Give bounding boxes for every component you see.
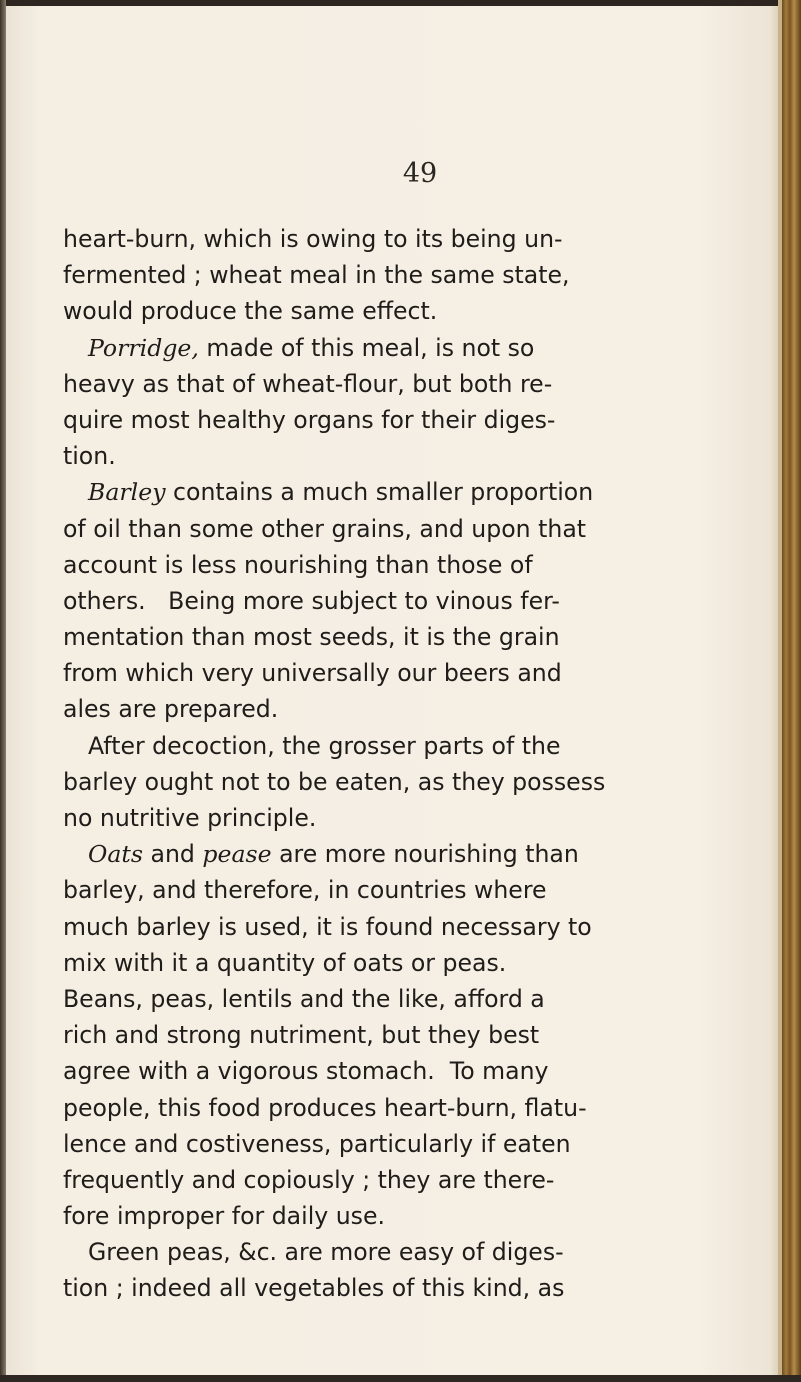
text-line — [63, 1234, 749, 1270]
text-run: heart-burn, which is owing to its being un- — [63, 225, 563, 253]
text-run: rich and strong nutriment, but they best — [63, 1021, 540, 1050]
text-run: are more nourishing than — [271, 840, 579, 869]
text-run: heavy as that of wheat-flour, but both re- — [63, 369, 553, 398]
text-line — [63, 1090, 749, 1126]
text-line — [63, 800, 749, 836]
text-run: much barley is used, it is found necessary to — [63, 912, 592, 941]
text-line — [63, 402, 749, 438]
text-line — [63, 438, 749, 474]
text-line — [63, 1162, 749, 1198]
italic-term: pease — [202, 840, 272, 869]
text-line — [63, 1053, 749, 1089]
text-run: ales are prepared. — [63, 695, 279, 724]
text-run: and — [143, 840, 203, 869]
text-line — [63, 474, 749, 510]
text-line — [63, 257, 749, 293]
text-run: mentation than most seeds, it is the grain — [63, 623, 560, 652]
text-line — [63, 511, 749, 547]
page-number: 49 — [402, 158, 438, 189]
text-line — [63, 836, 749, 872]
text-line — [63, 547, 749, 583]
text-line — [63, 583, 749, 619]
text-line — [63, 981, 749, 1017]
text-line — [63, 764, 749, 800]
text-line — [63, 293, 749, 329]
text-line — [63, 221, 749, 257]
text-run: barley, and therefore, in countries where — [63, 876, 547, 905]
text-run: made of this meal, is not so — [198, 333, 535, 362]
text-line — [63, 872, 749, 908]
text-line — [63, 366, 749, 402]
text-line — [63, 1270, 749, 1306]
text-run: quire most healthy organs for their diges- — [63, 405, 556, 434]
text-run: After decoction, the grosser parts of the — [88, 731, 561, 760]
text-run: of oil than some other grains, and upon that — [63, 514, 587, 543]
text-run: tion ; indeed all vegetables of this kind, as — [63, 1274, 565, 1303]
book-binding — [782, 0, 801, 1382]
text-run: barley ought not to be eaten, as they possess — [63, 767, 606, 796]
text-line — [63, 728, 749, 764]
text-line — [63, 909, 749, 945]
text-line — [63, 1126, 749, 1162]
body-text — [63, 221, 749, 1307]
text-line — [63, 330, 749, 366]
text-run: would produce the same effect. — [63, 297, 438, 326]
text-run: fermented ; wheat meal in the same state, — [63, 261, 570, 290]
text-line — [63, 619, 749, 655]
text-run: tion. — [63, 442, 116, 471]
italic-term: Porridge, — [88, 333, 199, 362]
text-run: contains a much smaller proportion — [165, 478, 594, 507]
text-run: frequently and copiously ; they are there- — [63, 1165, 555, 1194]
text-run: agree with a vigorous stomach. To many — [63, 1057, 549, 1086]
text-run: no nutritive principle. — [63, 804, 317, 832]
text-run: others. Being more subject to vinous fer- — [63, 586, 560, 615]
text-run: from which very universally our beers and — [63, 659, 562, 688]
text-run: account is less nourishing than those of — [63, 550, 533, 579]
bottom-border — [0, 1375, 801, 1382]
text-line — [63, 945, 749, 981]
top-border — [0, 0, 801, 6]
text-run: fore improper for daily use. — [63, 1202, 385, 1231]
text-run: people, this food produces heart-burn, flatu- — [63, 1093, 587, 1122]
left-page-edge — [0, 0, 6, 1382]
text-line — [63, 655, 749, 691]
text-run: mix with it a quantity of oats or peas. — [63, 948, 507, 977]
text-line — [63, 1198, 749, 1234]
italic-term: Oats — [88, 840, 143, 869]
text-run: Green peas, &c. are more easy of diges- — [88, 1238, 564, 1267]
italic-term: Barley — [88, 478, 166, 507]
text-run: lence and costiveness, particularly if eaten — [63, 1129, 571, 1158]
text-line — [63, 1017, 749, 1053]
text-line — [63, 691, 749, 727]
text-run: Beans, peas, lentils and the like, afford a — [63, 984, 545, 1013]
